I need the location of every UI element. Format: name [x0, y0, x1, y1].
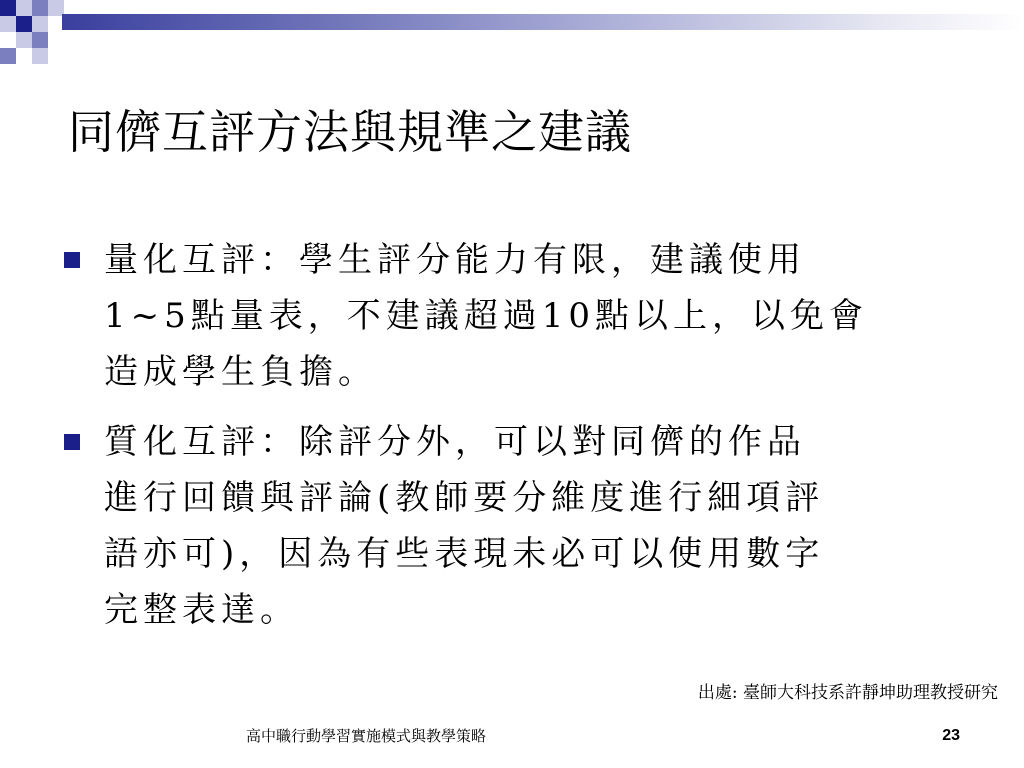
source-citation: 出處: 臺師大科技系許靜坤助理教授研究: [697, 683, 998, 703]
bullet-list: [62, 232, 962, 652]
footer-title: 高中職行動學習實施模式與教學策略: [246, 727, 487, 745]
square-bullet-icon: [64, 434, 80, 450]
deco-square: [0, 0, 16, 16]
bullet-line: 質化互評：除評分外，可以對同儕的作品: [104, 422, 806, 462]
bullet-line: 量化互評：學生評分能力有限，建議使用: [104, 240, 806, 280]
deco-square: [16, 32, 32, 48]
bullet-line: 造成學生負擔。: [104, 352, 377, 392]
deco-square: [32, 16, 48, 32]
deco-square: [16, 0, 32, 16]
deco-square: [32, 32, 48, 48]
bullet-qualitative-peer-review: [62, 414, 962, 638]
deco-square: [0, 48, 16, 64]
deco-square: [16, 16, 32, 32]
bullet-line: 進行回饋與評論(教師要分維度進行細項評: [104, 478, 825, 518]
bullet-line: 1~5點量表，不建議超過10點以上，以免會: [104, 296, 869, 336]
slide-title: 同儕互評方法與規準之建議: [68, 105, 632, 159]
bullet-quantitative-peer-review: [62, 232, 962, 400]
deco-square: [32, 48, 48, 64]
bullet-line: 語亦可)，因為有些表現未必可以使用數字: [104, 534, 825, 574]
header-gradient-bar: [62, 14, 1024, 30]
square-bullet-icon: [64, 252, 80, 268]
deco-square: [0, 16, 16, 32]
deco-square: [32, 0, 48, 16]
bullet-line: 完整表達。: [104, 590, 299, 630]
decorative-squares: [0, 0, 80, 64]
page-number: 23: [942, 727, 960, 744]
